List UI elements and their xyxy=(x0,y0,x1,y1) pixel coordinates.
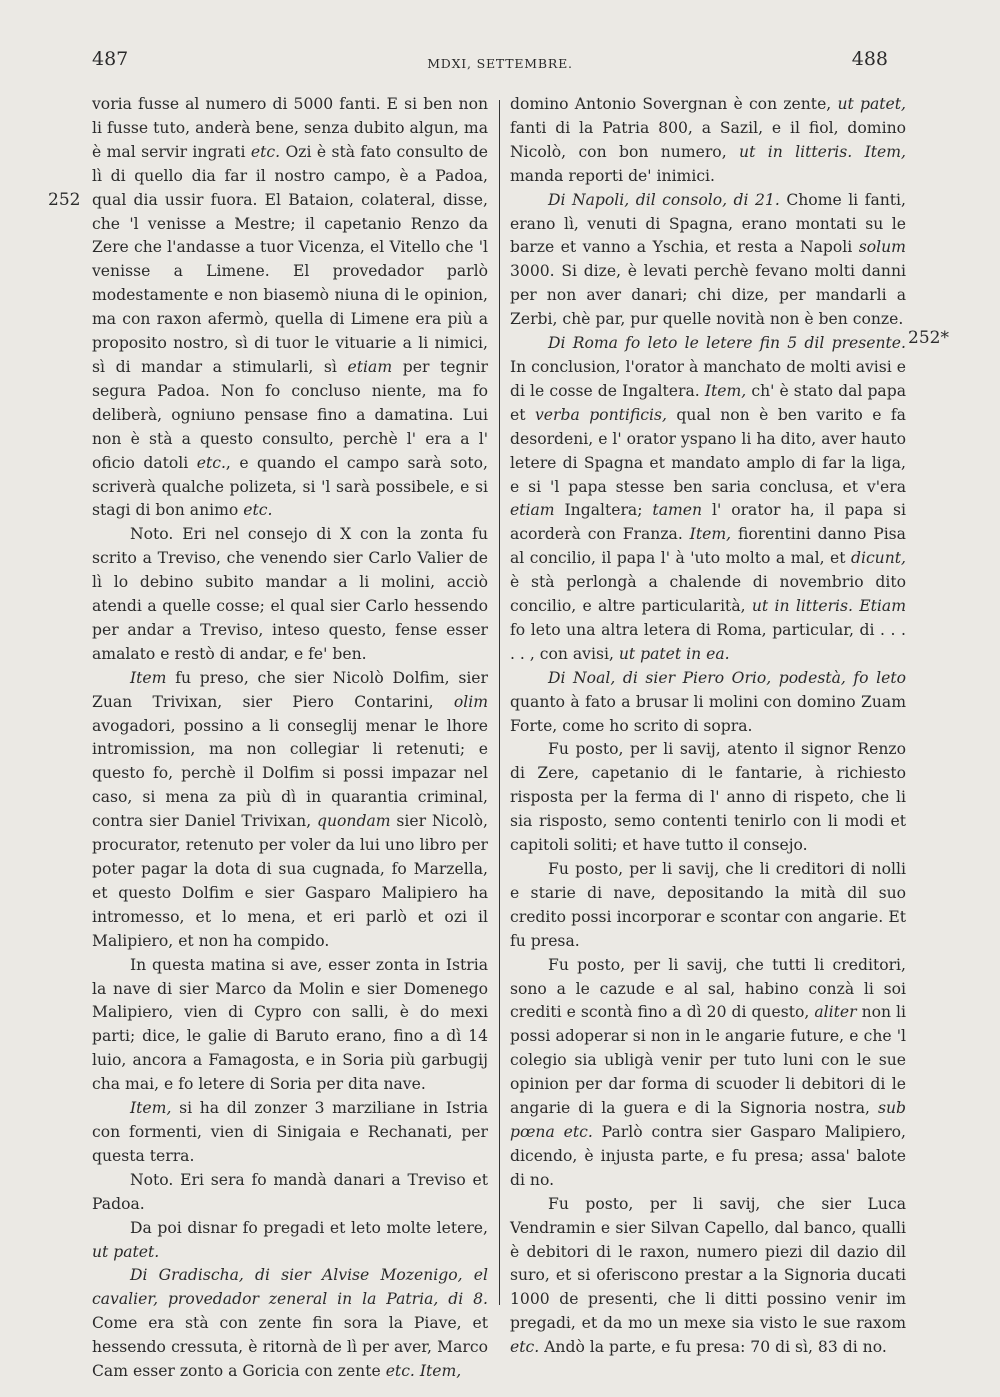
text-run: l' orator ha, il papa si acorderà con Franza. xyxy=(510,501,906,544)
text-run: In questa matina si ave, esser zonta in Istria la nave di sier Marco da Molin e sier Domenego Malipiero, vien di Cypro con salli, è do mexi parti; dice, le galie di Baruto erano, fino a dì 14 luio, ancora a Famagosta, e in Soria più garbugij cha mai, e fo letere di Soria per dita nave. xyxy=(92,955,488,1094)
italic-text: ut in litteris. xyxy=(739,142,853,161)
paragraph xyxy=(510,189,906,332)
paragraph xyxy=(92,1264,488,1384)
italic-text: etc. xyxy=(243,501,273,520)
text-run: Chome li fanti, erano lì, venuti di Spagna, erano montati su le barze et vanno a Yschia, et resta a Napoli xyxy=(510,190,906,257)
italic-text: sub pœna etc. xyxy=(510,1099,906,1141)
paragraph xyxy=(92,667,488,954)
italic-text: ut patet in ea. xyxy=(618,644,730,663)
text-run: Da poi disnar fo pregadi et leto molte letere, xyxy=(130,1218,488,1237)
text-run: avogadori, possino a li conseglij menar le lhore intromission, ma non collegiar li retenuti; e questo fo, perchè il Dolfim si possi impazar nel caso, si mena za più dì in quarantia criminal, contra sier Daniel Trivixan, xyxy=(92,716,488,831)
italic-text: etc. xyxy=(196,453,226,472)
right-column xyxy=(510,93,906,1360)
margin-note-left: 252 xyxy=(48,190,81,210)
italic-text: dicunt, xyxy=(850,549,906,568)
italic-text: Di Napoli, dil consolo, di 21. xyxy=(548,190,780,209)
paragraph xyxy=(92,954,488,1097)
italic-text: etiam xyxy=(347,357,393,376)
italic-text: Item, xyxy=(419,1362,462,1381)
italic-text: verba pontificis, xyxy=(534,405,667,424)
text-run: Ingaltera; xyxy=(564,501,643,520)
italic-text: etiam xyxy=(510,501,555,520)
paragraph xyxy=(510,332,906,667)
text-run: Fu posto, per li savij, atento il signor Renzo di Zere, capetanio di le fantarie, à richiesto risposta per la ferma di l' anno di rispeto, che li sia risposto, semo contenti tenirlo con li modi et capitoli soliti; et have tutto il consejo. xyxy=(510,740,906,855)
paragraph xyxy=(92,1217,488,1265)
text-run: fiorentini danno Pisa al concilio, il papa l' à 'uto molto a mal, et xyxy=(510,525,906,568)
paragraph xyxy=(92,93,488,523)
text-run: quanto à fato a brusar li molini con domino Zuam Forte, come ho scrito di sopra. xyxy=(510,692,906,735)
italic-text: Item, xyxy=(864,142,907,161)
italic-text: Etiam xyxy=(859,597,907,616)
page-number-right: 488 xyxy=(851,48,888,70)
text-run: , e quando el campo sarà soto, scriverà qualche polizeta, si 'l sarà possibele, e si stagi di bon animo xyxy=(92,453,488,520)
left-column xyxy=(92,93,488,1384)
text-run: Fu posto, per li savij, che sier Luca Vendramin e sier Silvan Capello, dal banco, qualli è debitori di le raxon, numero piezi dil dazio dil suro, et si oferiscono prestar a la Signoria ducati 1000 de presenti, che li ditti possino venir im pregadi, et da mo un mexe sia visto le sue raxom xyxy=(510,1194,906,1333)
italic-text: Di Roma fo leto le letere fin 5 dil presente. xyxy=(548,334,906,353)
text-run: ch' è stato dal papa et xyxy=(510,381,907,424)
page-number-left: 487 xyxy=(92,48,129,70)
text-run: 3000. Si dize, è levati perchè fevano molti danni per non aver danari; chi dize, per mandarli a Zerbi, chè par, pur quelle novità non è ben conze. xyxy=(510,262,906,329)
text-run: Fu posto, per li savij, che li creditori di nolli e starie di nave, depositando la mità dil suo credito possi incorporar e scontar con angarie. Et fu presa. xyxy=(510,860,906,950)
paragraph xyxy=(510,667,906,739)
text-run: Come era stà con zente fin sora la Piave, et hessendo cressuta, è ritornà de lì per aver, Marco Cam esser zonto a Goricia con zente xyxy=(92,1314,488,1381)
text-run: qual non è ben varito e fa desordeni, e l' orator yspano li ha dito, aver hauto letere di Spagna et mandato amplo di far la liga, e si 'l papa stesse ben saria conclusa, et v'era xyxy=(510,405,906,496)
margin-note-right: 252* xyxy=(908,328,949,348)
italic-text: Di Gradischa, di sier Alvise Mozenigo, el cavalier, provedador zeneral in la Patria, di 8. xyxy=(92,1266,488,1309)
text-run: per tegnir segura Padoa. Non fo concluso niente, ma fo deliberà, ogniuno pensase fino a damatina. Lui non è stà a questo consulto, perchè l' era a l' oficio datoli xyxy=(92,357,488,472)
text-run: domino Antonio Sovergnan è con zente, xyxy=(510,95,832,113)
text-run: Ozi è stà fato consulto de lì di quello dia far il nostro campo, è a Padoa, qual dia ussir fuora. El Bataion, colateral, disse, che 'l venisse a Mestre; il capetanio Renzo da Zere che l'andasse a tuor Vicenza, el Vitello che 'l venisse a Limene. El provedador parlò modestamente e non biasemò niuna di le opinion, ma con raxon afermò, quella di Limene era più a proposito nostro, sì di tuor le vituarie a li nimici, sì di mandar a stimularli, sì xyxy=(92,142,488,376)
paragraph xyxy=(510,738,906,858)
paragraph xyxy=(510,858,906,954)
paragraph xyxy=(510,93,906,189)
italic-text: tamen xyxy=(652,501,703,520)
italic-text: Item, xyxy=(689,525,732,544)
text-run: si ha dil zonzer 3 marziliane in Istria con formenti, vien di Sinigaia e Rechanati, per questa terra. xyxy=(92,1099,488,1165)
paragraph xyxy=(92,1169,488,1217)
text-run: voria fusse al numero di 5000 fanti. E si ben non li fusse tuto, anderà bene, senza dubito algun, ma è mal servir ingrati xyxy=(92,95,488,161)
text-run: sier Nicolò, procurator, retenuto per voler da lui uno libro per poter pagar la dota di sua cugnada, fo Marzella, et questo Dolfim e sier Gasparo Malipiero ha intromesso, et lo mena, et eri parlò et ozi il Malipiero, et non ha compido. xyxy=(92,812,488,950)
paragraph xyxy=(510,1193,906,1360)
text-run: Noto. Eri nel consejo di X con la zonta fu scrito a Treviso, che venendo sier Carlo Valier de lì lo debino subito mandar a li molini, acciò atendi a quelle cosse; el qual sier Carlo hessendo per andar a Treviso, inteso questo, fense esser amalato e restò di andar, e fe' ben. xyxy=(92,525,488,663)
text-run: non li possi adoperar si non in le angarie future, e che 'l colegio sia ubligà venir per tuto luni con le sue opinion per dar forma di scuoder li debitori di le angarie di la guera e di la Signoria nostra, xyxy=(510,1003,907,1118)
italic-text: Item xyxy=(130,668,167,687)
italic-text: etc. xyxy=(385,1362,415,1381)
text-run: fanti di la Patria 800, a Sazil, e il fiol, domino Nicolò, con bon numero, xyxy=(510,118,906,161)
italic-text: etc. xyxy=(510,1338,540,1357)
text-run: Parlò contra sier Gasparo Malipiero, dicendo, è injusta parte, e fu presa; assa' balote di no. xyxy=(510,1122,906,1189)
italic-text: ut in litteris. xyxy=(751,597,853,616)
italic-text: solum xyxy=(858,238,906,257)
text-run: Fu posto, per li savij, che tutti li creditori, sono a le cazude e al sal, habino conzà li soi crediti e scontà fino a dì 20 di questo, xyxy=(510,955,906,1022)
paragraph xyxy=(92,1097,488,1169)
text-run: fo leto una altra letera di Roma, particular, di . . . . . , con avisi, xyxy=(510,620,906,663)
paragraph xyxy=(92,523,488,666)
italic-text: Di Noal, di sier Piero Orio, podestà, fo leto xyxy=(548,668,906,687)
italic-text: etc. xyxy=(250,142,281,161)
paragraph xyxy=(510,954,906,1193)
text-run: fu preso, che sier Nicolò Dolfim, sier Zuan Trivixan, sier Piero Contarini, xyxy=(92,668,488,711)
text-run: Andò la parte, e fu presa: 70 di sì, 83 di no. xyxy=(544,1338,887,1357)
italic-text: olim xyxy=(453,692,488,711)
column-divider xyxy=(499,100,500,1305)
text-run: manda reporti de' inimici. xyxy=(510,166,716,185)
text-run: Noto. Eri sera fo mandà danari a Treviso et Padoa. xyxy=(92,1170,488,1213)
text-run: In conclusion, l'orator à manchato de molti avisi e di le cosse de Ingaltera. xyxy=(510,357,906,400)
running-title: MDXI, SETTEMBRE. xyxy=(427,56,573,71)
italic-text: Item, xyxy=(130,1099,172,1118)
italic-text: ut patet, xyxy=(837,95,906,113)
italic-text: ut patet. xyxy=(92,1242,160,1261)
italic-text: quondam xyxy=(317,812,391,831)
text-run: è stà perlongà a chalende di novembrio dito concilio, e altre particularità, xyxy=(510,573,906,616)
italic-text: aliter xyxy=(814,1003,857,1022)
italic-text: Item, xyxy=(704,381,747,400)
